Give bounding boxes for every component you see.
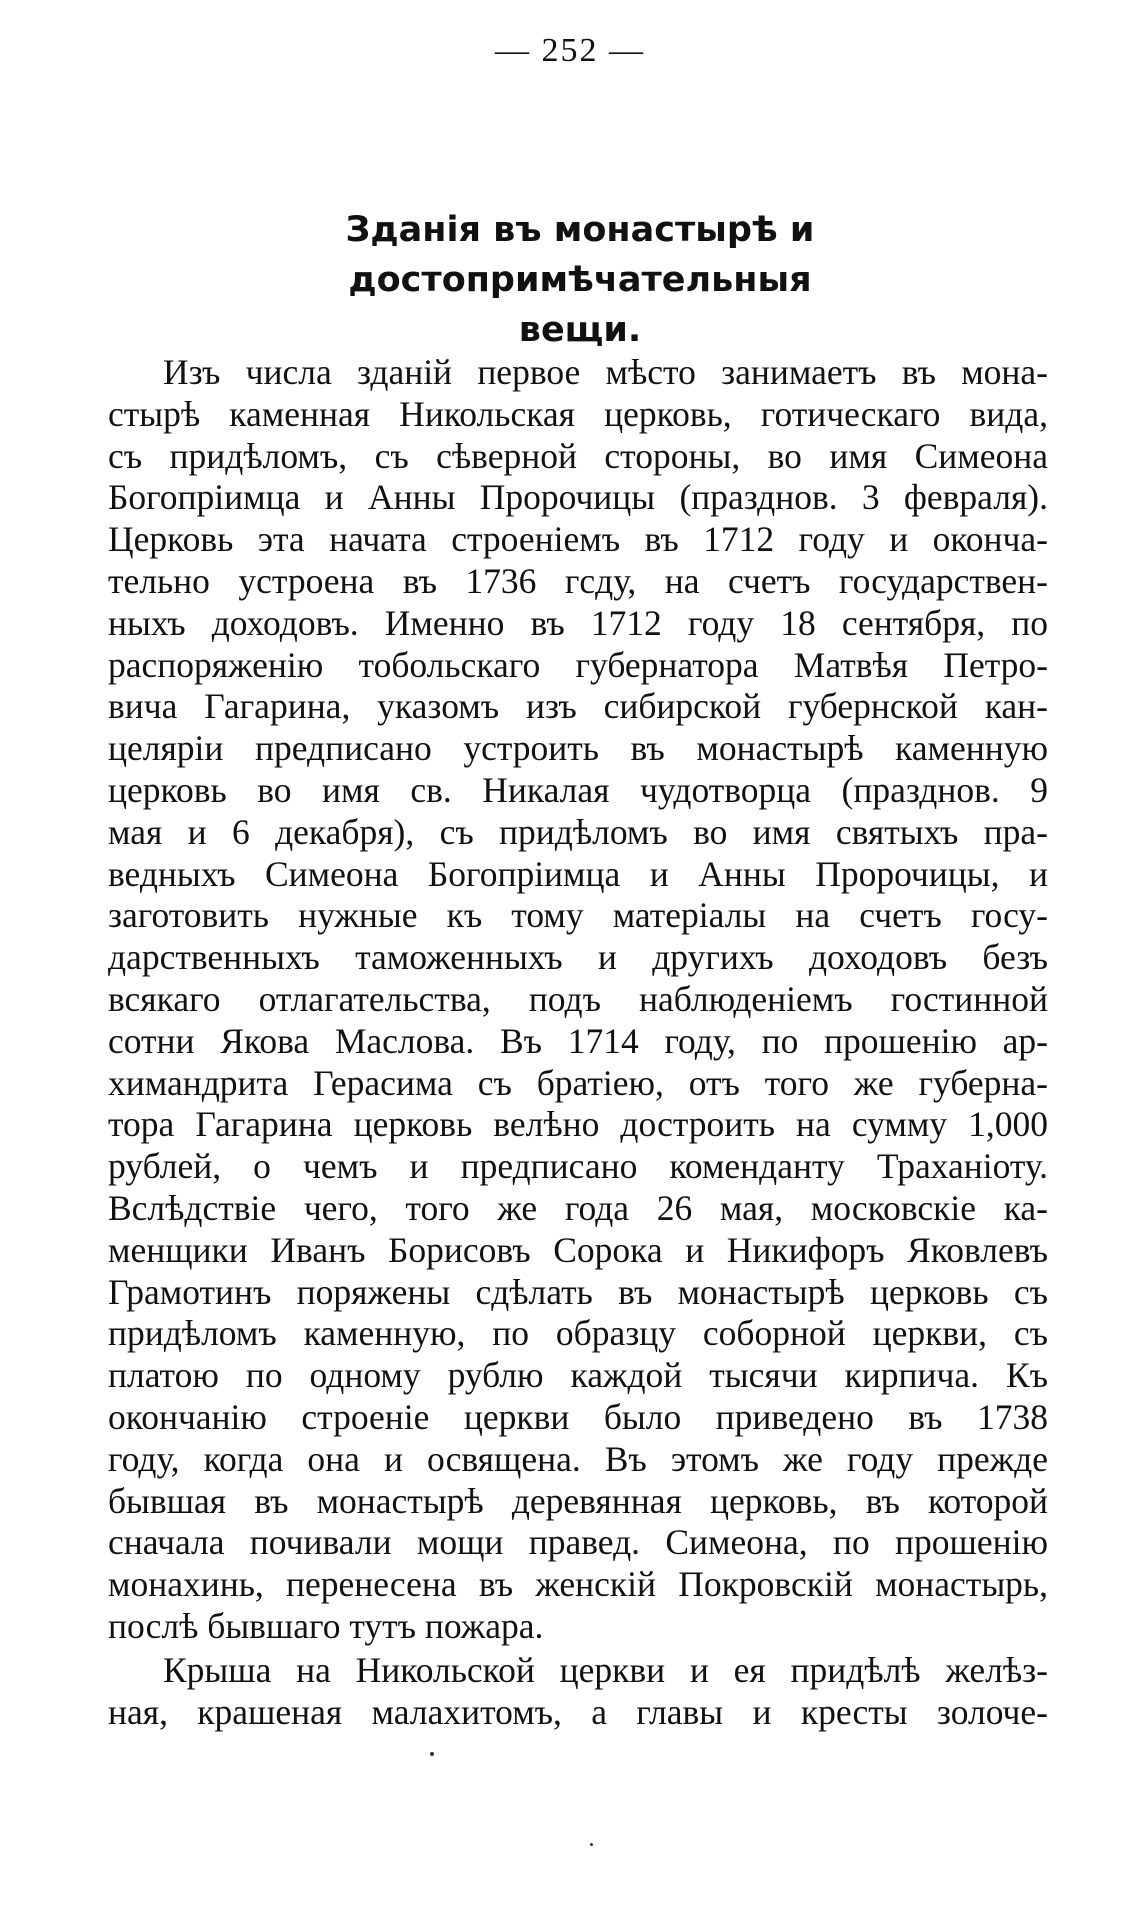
section-heading-line: вещи.: [518, 310, 642, 350]
text-line: целяріи предписано устроить въ монастырѣ каменную: [108, 728, 1048, 769]
text-line: распоряженію тобольскаго губернатора Матвѣя Петро-: [108, 644, 1048, 685]
text-line: Церковь эта начата строеніемъ въ 1712 году и оконча-: [108, 519, 1048, 560]
text-line: Грамотинъ поряжены сдѣлать въ монастырѣ церковь съ: [108, 1271, 1048, 1312]
text-line: рублей, о чемъ и предписано коменданту Траханіоту.: [108, 1146, 1048, 1187]
text-line: дарственныхъ таможенныхъ и другихъ доходовъ безъ: [108, 937, 1048, 978]
text-line: платою по одному рублю каждой тысячи кирпича. Къ: [108, 1355, 1048, 1396]
section-heading: [140, 205, 1020, 355]
text-line: химандрита Герасима съ братіею, отъ того же губерна-: [108, 1062, 1048, 1103]
text-line: стырѣ каменная Никольская церковь, готическаго вида,: [108, 393, 1048, 434]
text-line: Изъ числа зданій первое мѣсто занимаетъ въ мона-: [163, 352, 1048, 392]
section-heading-line: Зданія въ монастырѣ и достопримѣчательныя: [345, 210, 815, 300]
text-line: году, когда она и освящена. Въ этомъ же году прежде: [108, 1438, 1048, 1479]
text-line: ныхъ доходовъ. Именно въ 1712 году 18 сентября, по: [108, 602, 1048, 643]
paragraph-1: [108, 352, 1048, 1648]
print-speck: [590, 1843, 593, 1846]
text-line: Крыша на Никольской церкви и ея придѣлѣ желѣз-: [163, 1649, 1048, 1690]
text-line: монахинь, перенесена въ женскій Покровскій монастырь,: [108, 1564, 1048, 1605]
text-line: всякаго отлагательства, подъ наблюденіемъ гостинной: [108, 978, 1048, 1019]
print-speck: [430, 1752, 434, 1756]
text-line: вича Гагарина, указомъ изъ сибирской губернской кан-: [108, 686, 1048, 727]
text-line: менщики Иванъ Борисовъ Сорока и Никифоръ Яковлевъ: [108, 1229, 1048, 1270]
page-number: — 252 —: [495, 32, 645, 69]
text-line: мая и 6 декабря), съ придѣломъ во имя святыхъ пра-: [108, 811, 1048, 852]
text-line: Вслѣдствіе чего, того же года 26 мая, московскіе ка-: [108, 1187, 1048, 1228]
paragraph-2: [108, 1650, 1048, 1734]
text-line: Богопріимца и Анны Пророчицы (празднов. 3 февраля).: [108, 477, 1048, 518]
text-line: церковь во имя св. Никалая чудотворца (празднов. 9: [108, 769, 1048, 810]
text-line: окончанію строеніе церкви было приведено въ 1738: [108, 1396, 1048, 1437]
text-line: съ придѣломъ, съ сѣверной стороны, во имя Симеона: [108, 435, 1048, 476]
text-line: придѣломъ каменную, по образцу соборной церкви, съ: [108, 1313, 1048, 1354]
text-line: тора Гагарина церковь велѣно достроить на сумму 1,000: [108, 1104, 1048, 1145]
text-line: ная, крашеная малахитомъ, а главы и кресты золоче-: [108, 1691, 1048, 1732]
body-text: [108, 352, 1048, 1733]
text-line: тельно устроена въ 1736 гсду, на счетъ государствен-: [108, 560, 1048, 601]
text-line: послѣ бывшаго тутъ пожара.: [108, 1605, 544, 1646]
text-line: ведныхъ Симеона Богопріимца и Анны Пророчицы, и: [108, 853, 1048, 894]
text-line: сначала почивали мощи правед. Симеона, по прошенію: [108, 1522, 1048, 1563]
text-line: заготовить нужные къ тому матеріалы на счетъ госу-: [108, 895, 1048, 936]
text-line: бывшая въ монастырѣ деревянная церковь, въ которой: [108, 1480, 1048, 1521]
text-line: сотни Якова Маслова. Въ 1714 году, по прошенію ар-: [108, 1020, 1048, 1061]
